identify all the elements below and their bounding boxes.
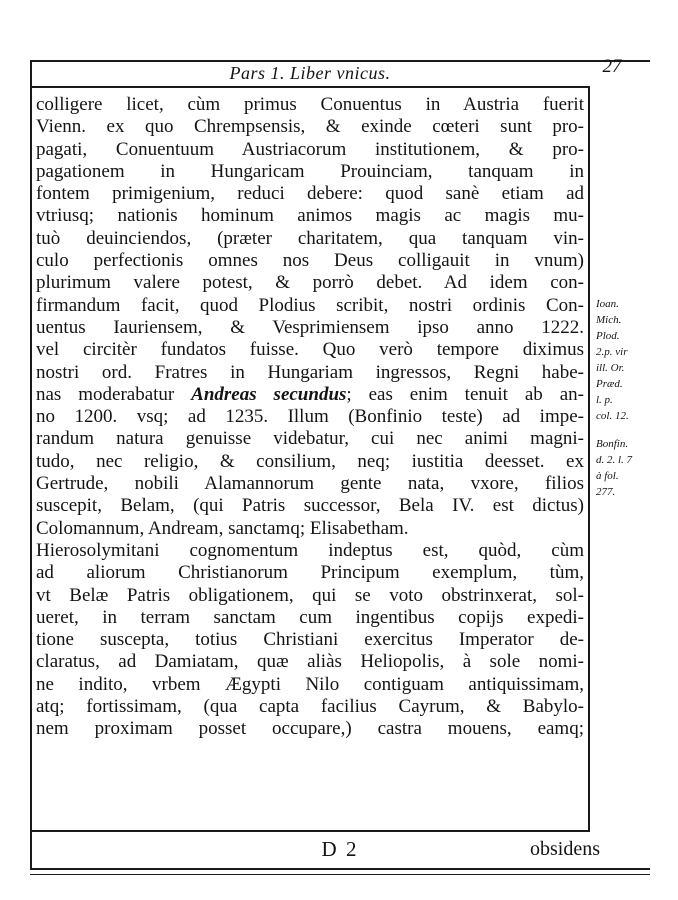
margin-note-line: Plod. xyxy=(596,330,620,342)
text-line: vt Belæ Patris obligationem, qui se voto obstrinxerat, sol- xyxy=(36,584,584,606)
margin-note-line: Bonfin. xyxy=(596,438,629,450)
text-line: tuò deuinciendos, (præter charitatem, qua tanquam vin- xyxy=(36,227,584,249)
text-line: nostri ord. Fratres in Hungariam ingressos, Regni habe- xyxy=(36,361,584,383)
text-line: nem proximam posset occupare,) castra mouens, eamq; xyxy=(36,718,584,740)
left-frame-rule xyxy=(30,60,32,868)
running-title: Pars 1. Liber vnicus. xyxy=(229,63,391,83)
text-line: tudo, nec religio, & consilium, neq; iustitia deesset. ex xyxy=(36,450,584,472)
margin-note-line: d. 2. l. 7 xyxy=(596,454,633,466)
text-line: no 1200. vsq; ad 1235. Illum (Bonfinio teste) ad impe- xyxy=(36,406,584,428)
text-line-part: nas moderabatur xyxy=(36,383,192,405)
text-line: uentus Iauriensem, & Vesprimiensem ipso anno 1222. xyxy=(36,316,584,338)
text-line: atq; fortissimam, (qua capta facilius Cayrum, & Babylo- xyxy=(36,696,584,718)
text-line: ad aliorum Christianorum Principum exemplum, tùm, xyxy=(36,562,584,584)
text-line: ne indito, vrbem Ægypti Nilo contiguam antiquissimam, xyxy=(36,673,584,695)
body-text xyxy=(36,94,584,741)
margin-note-gap xyxy=(596,424,668,436)
catchword: obsidens xyxy=(530,838,600,860)
margin-note-line: col. 12. xyxy=(596,410,629,422)
text-line: Gertrude, nobili Alamannorum gente nata, vxore, filios xyxy=(36,473,584,495)
margin-note-line: 277. xyxy=(596,486,616,498)
margin-note-line: l. p. xyxy=(596,394,613,406)
text-line: plurimum valere potest, & porrò debet. Ad idem con- xyxy=(36,272,584,294)
text-line: pagationem in Hungaricam Prouinciam, tanquam in xyxy=(36,160,584,182)
text-line: tione suscepta, totius Christiani exercitus Imperator de- xyxy=(36,629,584,651)
margin-note-line: ill. Or. xyxy=(596,362,625,374)
text-line: Colomannum, Andream, sanctamq; Elisabetham. xyxy=(36,517,409,539)
text-line: Hierosolymitani cognomentum indeptus est, quòd, cùm xyxy=(36,539,584,561)
signature-mark: D 2 xyxy=(321,837,359,861)
text-line: vel circitèr fundatos fuisse. Quo verò tempore diximus xyxy=(36,339,584,361)
text-line: culo perfectionis omnes nos Deus colligauit in vnum) xyxy=(36,250,584,272)
margin-note-line: Ioan. xyxy=(596,298,619,310)
margin-note-line: Mich. xyxy=(596,314,622,326)
page-number: 27 xyxy=(602,56,622,77)
text-line: pagati, Conuentuum Austriacorum institutionem, & pro- xyxy=(36,138,584,160)
header-rule xyxy=(30,86,590,88)
margin-note-line: à fol. xyxy=(596,470,619,482)
text-line: vtriusq; nationis hominum animos magis ac magis mu- xyxy=(36,205,584,227)
text-line: ueret, in terram sanctam cum ingentibus copijs expedi- xyxy=(36,606,584,628)
margin-note-line: 2.p. vir xyxy=(596,346,628,358)
bottom-rule-thin xyxy=(30,874,650,875)
margin-notes xyxy=(596,296,668,500)
bottom-rule xyxy=(30,868,650,870)
margin-note-line: Præd. xyxy=(596,378,623,390)
text-line: firmandum facit, quod Plodius scribit, nostri ordinis Con- xyxy=(36,294,584,316)
text-line-part: ; eas enim tenuit ab an- xyxy=(346,383,584,405)
text-line: suscepit, Belam, (qui Patris successor, Bela IV. est dictus) xyxy=(36,495,584,517)
footer-rule xyxy=(30,830,590,832)
king-name: Andreas secundus xyxy=(191,383,347,405)
text-line: Vienn. ex quo Chrempsensis, & exinde cœteri sunt pro- xyxy=(36,116,584,138)
text-line: colligere licet, cùm primus Conuentus in Austria fuerit xyxy=(36,94,584,115)
text-line xyxy=(36,384,584,406)
text-line: randum natura genuisse videbatur, cui nec animi magni- xyxy=(36,428,584,450)
text-column-rule xyxy=(588,86,590,830)
text-line: fontem primigenium, reduci debere: quod sanè etiam ad xyxy=(36,183,584,205)
text-line: claratus, ad Damiatam, quæ aliàs Heliopolis, à sole nomi- xyxy=(36,651,584,673)
